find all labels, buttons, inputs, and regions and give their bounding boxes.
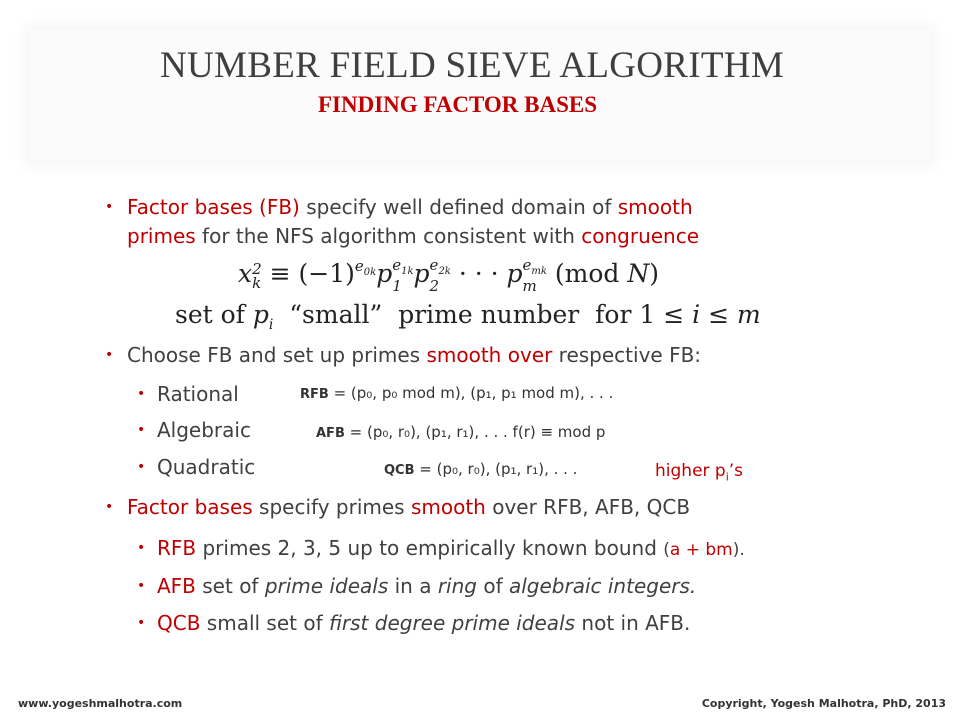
formula-exp: e — [522, 256, 532, 274]
set-of-primes-line — [175, 300, 761, 333]
rfb-formula — [300, 384, 613, 402]
bullet-dot-icon: • — [137, 540, 146, 556]
formula-p: p — [506, 259, 523, 288]
sub-bullet-qcb — [137, 609, 691, 638]
bullet-factor-bases — [105, 193, 887, 251]
bullet-factor-bases-smooth — [105, 493, 691, 522]
term-smooth: smooth — [410, 495, 486, 519]
higher-tail: ’s — [728, 461, 744, 481]
term-primes: primes — [127, 224, 196, 248]
term-algebraic-integers: algebraic integers. — [508, 574, 697, 598]
bullet-text: of — [476, 574, 509, 598]
formula-exp-sub: 2k — [438, 266, 451, 277]
bullet-dot-icon: • — [137, 578, 146, 594]
setline-prime-number: prime number — [398, 300, 580, 329]
formula-p-sub: 1 — [392, 277, 402, 295]
term-rfb: RFB — [157, 536, 197, 560]
setline-p: p — [252, 300, 269, 329]
bullet-dot-icon: • — [105, 199, 114, 215]
formula-dots: · · · — [458, 259, 499, 288]
setline-le: ≤ — [663, 300, 685, 329]
rational-label: Rational — [157, 382, 239, 406]
setline-text: set of — [175, 300, 245, 329]
qcb-formula — [384, 460, 577, 478]
bullet-text: specify well defined domain of — [299, 195, 618, 219]
term-a-bm: a + bm — [669, 540, 733, 560]
bullet-dot-icon: • — [105, 499, 114, 515]
footer-website[interactable]: www.yogeshmalhotra.com — [18, 697, 183, 710]
bullet-text: not in AFB. — [575, 611, 691, 635]
higher-sub: i — [725, 470, 729, 484]
quadratic-label: Quadratic — [157, 455, 256, 479]
term-congruence: congruence — [581, 224, 700, 248]
formula-exp-sub: 1k — [401, 266, 414, 277]
formula-p-sub: 2 — [429, 277, 440, 295]
paren-close: ). — [732, 540, 745, 560]
formula-close-paren: ) — [649, 259, 660, 288]
term-first-degree-prime-ideals: first degree prime ideals — [328, 611, 576, 635]
formula-minus-one: (−1) — [298, 259, 355, 288]
term-smooth-over: smooth over — [426, 343, 553, 367]
formula-n: N — [627, 259, 650, 288]
higher-pi-note — [655, 461, 743, 483]
afb-formula — [316, 423, 605, 441]
qcb-formula-body: = (p₀, r₀), (p₁, r₁), . . . — [414, 460, 578, 478]
formula-exp-block — [523, 258, 547, 279]
setline-p-sub: i — [268, 317, 274, 333]
term-qcb: QCB — [157, 611, 201, 635]
formula-exp-block — [430, 258, 451, 279]
sub-bullet-rational — [137, 380, 239, 409]
paren-open: ( — [663, 540, 670, 560]
setline-i: i — [692, 300, 701, 329]
formula-equiv: ≡ — [269, 259, 291, 288]
sub-bullet-algebraic — [137, 416, 251, 445]
bullet-text: for the NFS algorithm consistent with — [195, 224, 582, 248]
term-factor-bases: Factor bases — [127, 495, 253, 519]
formula-exp: e — [354, 257, 364, 275]
setline-le: ≤ — [708, 300, 730, 329]
formula-p-sub: m — [522, 277, 537, 295]
bullet-text: respective FB: — [552, 343, 702, 367]
term-smooth: smooth — [617, 195, 693, 219]
bullet-dot-icon: • — [137, 615, 146, 631]
formula-mod: (mod — [554, 259, 620, 288]
footer-copyright: Copyright, Yogesh Malhotra, PhD, 2013 — [701, 697, 946, 710]
formula-p: p — [376, 259, 393, 288]
formula-x-sup: 2 — [252, 259, 262, 278]
higher-text: higher p — [655, 461, 726, 481]
term-ring: ring — [437, 574, 477, 598]
slide-title: NUMBER FIELD SIEVE ALGORITHM — [160, 45, 785, 86]
sub-bullet-afb — [137, 572, 697, 601]
afb-formula-name: AFB — [316, 426, 345, 441]
bullet-text: Choose FB and set up primes — [127, 343, 427, 367]
formula-exp: e — [429, 256, 439, 274]
bullet-text: primes 2, 3, 5 up to empirically known bound — [196, 536, 664, 560]
formula-exp-block — [392, 258, 413, 279]
bullet-text: small set of — [200, 611, 329, 635]
bullet-choose-fb — [105, 341, 702, 370]
bullet-dot-icon: • — [137, 459, 146, 475]
bullet-text: set of — [195, 574, 265, 598]
qcb-formula-name: QCB — [384, 463, 415, 478]
bullet-text: specify primes — [252, 495, 411, 519]
term-factor-bases: Factor bases (FB) — [127, 195, 300, 219]
setline-for: for 1 — [595, 300, 656, 329]
term-afb: AFB — [157, 574, 196, 598]
formula-x: x — [238, 259, 253, 288]
formula-p: p — [413, 259, 430, 288]
slide-subtitle: FINDING FACTOR BASES — [318, 92, 598, 117]
bullet-dot-icon: • — [137, 386, 146, 402]
formula-exp-sub: mk — [531, 266, 547, 277]
sub-bullet-quadratic — [137, 453, 256, 482]
rfb-formula-name: RFB — [300, 387, 329, 402]
setline-small: “small” — [289, 300, 383, 329]
bullet-dot-icon: • — [105, 347, 114, 363]
formula-x-sub: k — [252, 273, 262, 292]
sub-bullet-rfb — [137, 534, 745, 565]
algebraic-label: Algebraic — [157, 418, 251, 442]
afb-formula-body: = (p₀, r₀), (p₁, r₁), . . . f(r) ≡ mod p — [344, 423, 606, 441]
setline-m: m — [736, 300, 761, 329]
term-prime-ideals: prime ideals — [264, 574, 389, 598]
formula-exp-sub: 0k — [363, 267, 377, 278]
rfb-formula-body: = (p₀, p₀ mod m), (p₁, p₁ mod m), . . . — [328, 384, 614, 402]
bullet-text: in a — [388, 574, 438, 598]
congruence-formula — [238, 258, 659, 293]
bullet-dot-icon: • — [137, 422, 146, 438]
formula-exp: e — [392, 256, 402, 274]
bullet-text: over RFB, AFB, QCB — [485, 495, 691, 519]
